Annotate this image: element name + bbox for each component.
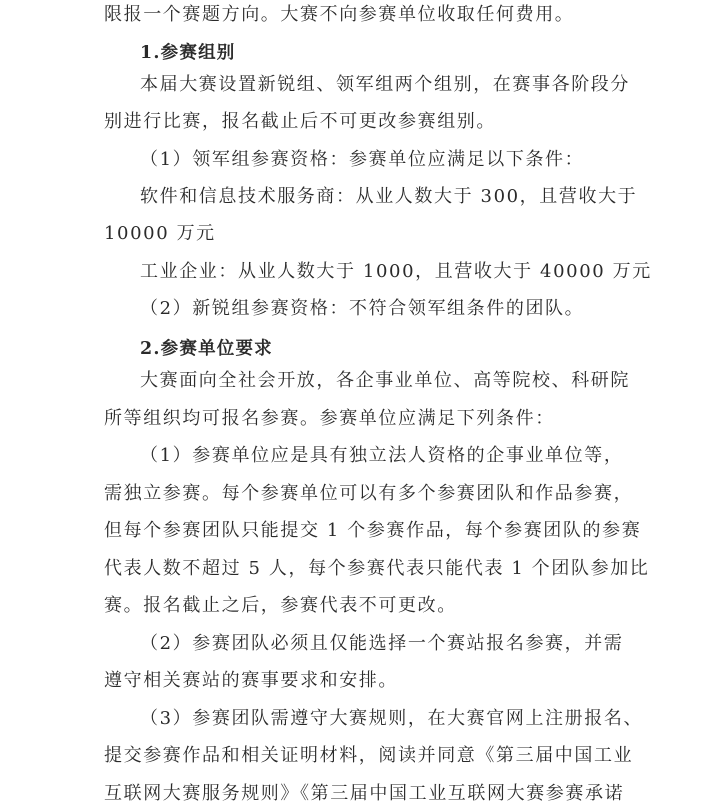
body-text-line: 提交参赛作品和相关证明材料，阅读并同意《第三届中国工业 bbox=[104, 745, 634, 766]
body-text-line: 工业企业：从业人数大于 1000，且营收大于 40000 万元 bbox=[140, 261, 652, 282]
body-text-line: 大赛面向全社会开放，各企事业单位、高等院校、科研院 bbox=[140, 370, 630, 391]
body-text-line: 赛。报名截止之后，参赛代表不可更改。 bbox=[104, 595, 457, 616]
list-item-text: （2）新锐组参赛资格：不符合领军组条件的团队。 bbox=[140, 298, 585, 319]
list-item-text: （1）参赛单位应是具有独立法人资格的企事业单位等， bbox=[140, 445, 624, 466]
body-text-line: 代表人数不超过 5 人，每个参赛代表只能代表 1 个团队参加比 bbox=[104, 558, 650, 579]
body-text-line: 需独立参赛。每个参赛单位可以有多个参赛团队和作品参赛， bbox=[104, 483, 634, 504]
list-item-text: （3）参赛团队需遵守大赛规则，在大赛官网上注册报名、 bbox=[140, 708, 644, 729]
body-text-line: 所等组织均可报名参赛。参赛单位应满足下列条件： bbox=[104, 408, 555, 429]
body-text-line: 互联网大赛服务规则》《第三届中国工业互联网大赛参赛承诺 bbox=[104, 783, 625, 804]
body-text-line: 本届大赛设置新锐组、领军组两个组别，在赛事各阶段分 bbox=[140, 74, 630, 95]
body-text-line: 限报一个赛题方向。大赛不向参赛单位收取任何费用。 bbox=[104, 4, 575, 25]
body-text-line: 软件和信息技术服务商：从业人数大于 300，且营收大于 bbox=[140, 186, 638, 207]
list-item-text: （2）参赛团队必须且仅能选择一个赛站报名参赛，并需 bbox=[140, 633, 624, 654]
body-text-line: 但每个参赛团队只能提交 1 个参赛作品，每个参赛团队的参赛 bbox=[104, 520, 642, 541]
body-text-line: 10000 万元 bbox=[104, 223, 216, 244]
section-heading: 2.参赛单位要求 bbox=[140, 339, 273, 359]
section-heading: 1.参赛组别 bbox=[140, 43, 236, 63]
body-text-line: 遵守相关赛站的赛事要求和安排。 bbox=[104, 670, 398, 691]
body-text-line: 别进行比赛，报名截止后不可更改参赛组别。 bbox=[104, 111, 496, 132]
list-item-text: （1）领军组参赛资格：参赛单位应满足以下条件： bbox=[140, 149, 585, 170]
